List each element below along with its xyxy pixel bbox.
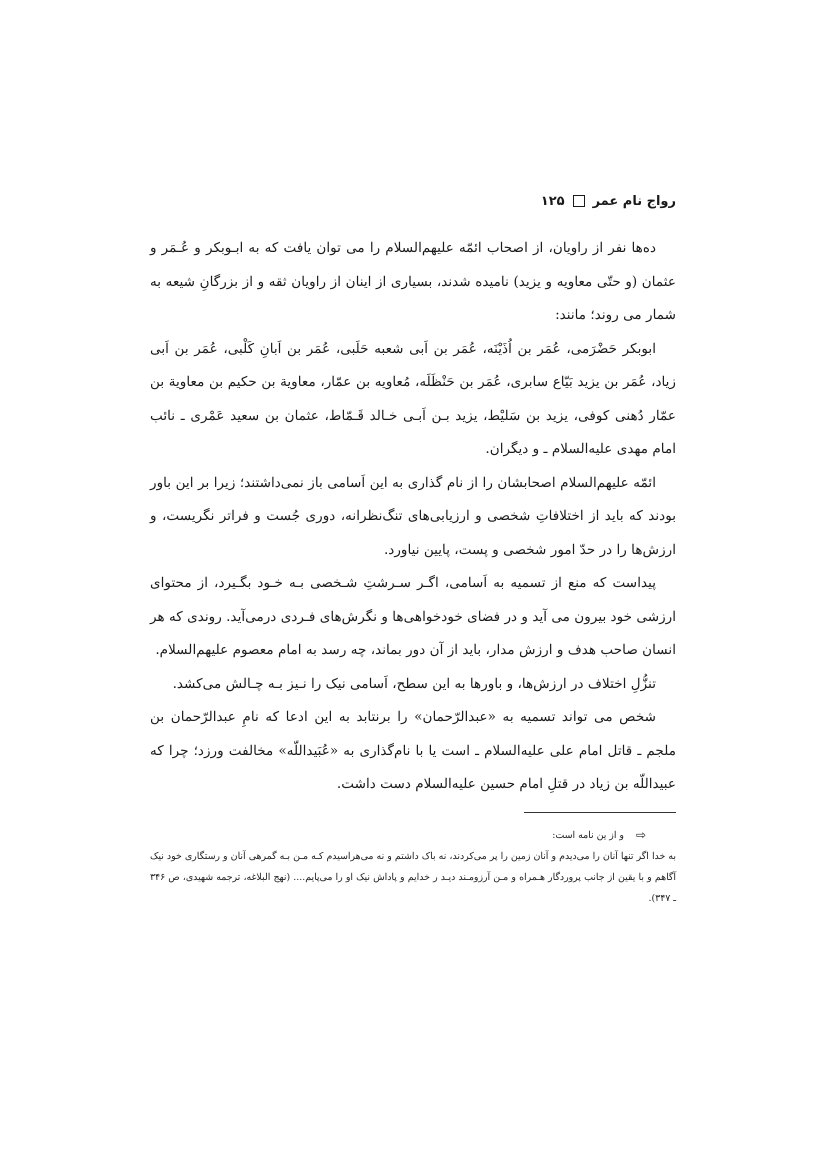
paragraph-4: پیداست که منع از تسمیه به اَسامی، اگـر سـرشتِ شـخصی بـه خـود بگـیرد، از محتوای ارزشی خود بیرون می آید و در فضای خودخواهی‌ها و نگرش‌های فـردی درمی‌آید. روندی که هر انسان صاحب هدف و ارزش مدار، باید از آن دور بماند، چه رسد به امام معصوم علیهم‌السلام. xyxy=(150,575,676,658)
paragraph-2: ابوبکر حَضْرَمی، عُمَر بن اُذَیْنَه، عُمَر بن اَبی شعبه حَلَبی، عُمَر بن اَبانِ کَلْبی، عُمَر بن اَبی زیاد، عُمَر بن یزید بَیّاع سابری، عُمَر بن حَنْظَلَه، مُعاویه بن عمّار، معاویة بن حکیم بن معاویة بن عمّار دُهنی کوفی، یزید بن سَلیْط، یزید بـن اَبـی خـالد قَـمّاط، عثمان بن سعید عَمْری ـ نائب امام مهدی علیه‌السلام ـ و دیگران. xyxy=(150,340,676,457)
book-page xyxy=(150,188,676,909)
arrow-right-icon: ⇨ xyxy=(635,827,646,842)
footnote-lead: و از ین نامه است: xyxy=(552,829,624,841)
paragraph-5: تنزُّلِ اختلاف در ارزش‌ها، و باورها به این سطح، اَسامی نیک را نـیز بـه چـالش می‌کشد. xyxy=(172,675,656,692)
paragraph-6: شخص می تواند تسمیه به «عبدالرّحمان» را برنتابد به این ادعا که نامِ عبدالرّحمان بن ملجم ـ قاتل امام علی علیه‌السلام ـ است یا با نام‌گذاری به «عُبَیداللّه» مخالفت ورزد؛ چرا که عبیداللّه بن زیاد در قتلِ امام حسین علیه‌السلام دست داشت. xyxy=(150,709,676,792)
running-head xyxy=(150,188,676,214)
footnote xyxy=(150,825,676,909)
footnote-text: به خدا اگر تنها آنان را می‌دیدم و آنان زمین را پر می‌کردند، نه باک داشتم و نه می‌هراسیدم کـه مـن بـه گمرهی آنان و رستگاری خود نیک آگاهم و با یقین از جانب پروردگار هـمراه و مـن آرزومـند دیـد ر خدایم و پاداش نیک او را می‌پایم.... (نهج البلاغه، ترجمه شهیدی، ص ۳۴۶ ـ ۳۴۷). xyxy=(150,850,676,904)
main-text xyxy=(150,232,676,802)
paragraph-3: ائمّه علیهم‌السلام اصحابشان را از نام گذاری به این اَسامی باز نمی‌داشتند؛ زیرا بر این باور بودند که باید از اختلافاتِ شخصی و ارزیابی‌های تنگ‌نظرانه، دوری جُست و فراتر نگریست، و ارزش‌ها را در حدّ امور شخصی و پست، پایین نیاورد. xyxy=(150,474,676,558)
footnote-divider xyxy=(524,812,676,813)
square-bullet-icon xyxy=(573,195,585,207)
running-head-title: رواج نام عمر xyxy=(592,193,676,209)
paragraph-1: ده‌ها نفر از راویان، از اصحاب ائمّه علیهم‌السلام را می توان یافت که به ابـوبکر و عُـمَر و عثمان (و حتّی معاویه و یزید) نامیده شدند، بسیاری از اینان از راویان ثقه و از بزرگانِ شیعه به شمار می روند؛ مانند: xyxy=(150,240,676,323)
footnote-head xyxy=(150,825,676,846)
page-number: ۱۲۵ xyxy=(540,193,565,209)
